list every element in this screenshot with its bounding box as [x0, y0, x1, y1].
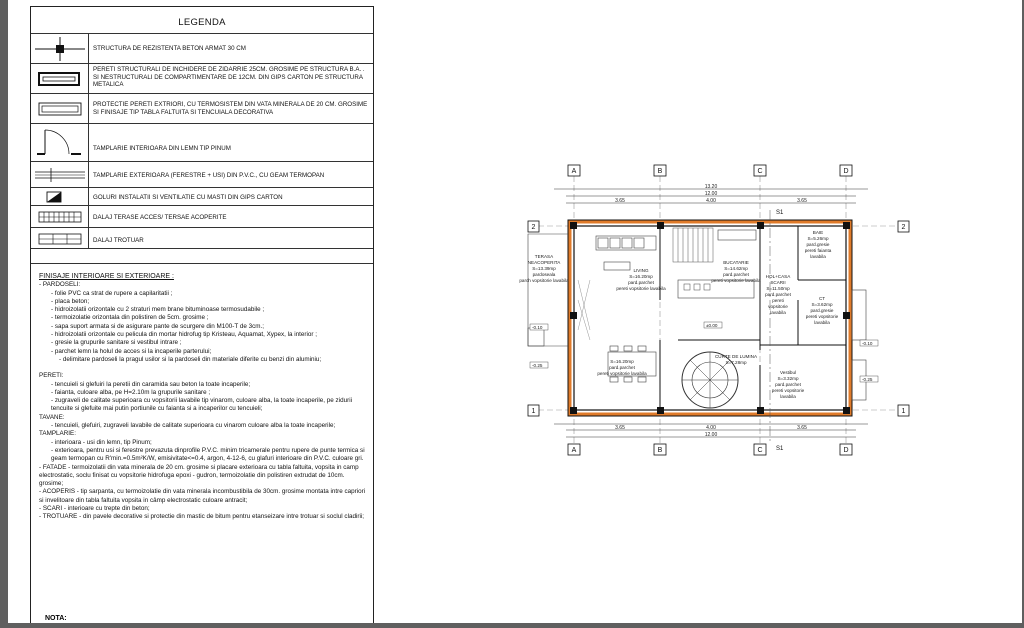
room-label: pereti vopsitorie lavabila: [597, 371, 647, 376]
finishes-notes: [39, 273, 367, 522]
dimension-label: 12.00: [704, 432, 718, 438]
floor-plan: [378, 0, 1022, 623]
axis-label: B: [657, 447, 663, 454]
room-label: lavabila: [810, 254, 826, 259]
room-label: pard.parchet: [765, 292, 791, 297]
dimension-label: 4.00: [706, 198, 716, 204]
room-label: S=16.20mp: [629, 274, 653, 279]
joinery-title: TAMPLARIE:: [39, 430, 76, 438]
axis-label: 1: [901, 408, 906, 415]
level-mark: -0.10: [862, 341, 873, 346]
axis-label: 1: [531, 408, 536, 415]
concrete-column-icon: [31, 34, 89, 63]
room-label: S=7.28mp: [725, 360, 747, 365]
note-line: - faianta, culoare alba, pe H=2.10m la grupurile sanitare ;: [51, 388, 211, 396]
legend-text: DALAJ TERASE ACCES/ TERSAE ACOPERITE: [93, 214, 227, 221]
finishes-heading: FINISAJE INTERIOARE SI EXTERIOARE :: [39, 273, 174, 280]
room-label: S=11.50mp: [766, 286, 790, 291]
room-label: LIVING: [633, 268, 649, 273]
section-mark: S1: [776, 210, 784, 216]
legend-row: [31, 93, 373, 123]
room-label: pardoseala: [532, 272, 556, 277]
room-label: pereti vopsitorie lavabila: [711, 278, 761, 283]
legend-row: [31, 227, 373, 249]
terrace-paving-icon: [31, 206, 89, 227]
room-label: BAIE: [812, 230, 824, 235]
room-label: pard.parchet: [775, 382, 801, 387]
walls-title: PERETI:: [39, 372, 64, 380]
axis-label: A: [571, 447, 577, 454]
dimension-label: 3.65: [615, 425, 625, 431]
note-line: - hidroizolatii orizontale cu 2 straturi mem brane bituminoase termosudabile ;: [51, 306, 265, 314]
dimension-label: 4.00: [706, 425, 716, 431]
dimension-label: 12.00: [704, 191, 718, 197]
axis-label: 2: [531, 224, 536, 231]
room-label: pard.parchet: [723, 272, 749, 277]
dimension-label: 13.20: [704, 184, 718, 190]
legend-panel: [30, 6, 374, 623]
room-label: SCARII: [770, 280, 786, 285]
legend-row: [31, 123, 373, 161]
room-label: lavabila: [814, 320, 830, 325]
room-label: pard.gresie: [810, 308, 834, 313]
axis-label: A: [571, 168, 577, 175]
room-label: HOL+CASA: [765, 274, 791, 279]
note-line: - gresie la grupurile sanitare si vestibul intrare ;: [51, 339, 182, 347]
level-mark: -0.25: [862, 377, 873, 382]
room-label: pereti: [772, 298, 784, 303]
room-label: CT: [818, 296, 826, 301]
dimension-label: 3.65: [615, 198, 625, 204]
note-line: - parchet lemn la holul de acces si la incaperile parterului;: [51, 347, 212, 355]
note-line: - tencuieli si glefuiri la peretii din caramida sau beton la toate incaperile;: [51, 380, 251, 388]
room-label: pereti vopsitorie lavabila: [616, 286, 666, 291]
legend-row: [31, 161, 373, 187]
room-label: BUCATARIE: [723, 260, 749, 265]
room-label: pard.gresie: [806, 242, 830, 247]
axis-label: C: [757, 168, 763, 175]
dimension-label: 3.65: [797, 198, 807, 204]
axis-label: 2: [901, 224, 906, 231]
drawing-sheet: [8, 0, 1022, 623]
axis-label: D: [843, 168, 849, 175]
level-mark: -0.10: [532, 325, 543, 330]
axis-label: D: [843, 447, 849, 454]
room-label: pereti vopsitorie: [805, 314, 839, 319]
note-line: - hidroizolatii orizontale cu pelicula din mortar hidrofug tip Kristeau, Aquamat, Xypex, la interior ;: [51, 331, 318, 339]
room-label: pereti faianta: [804, 248, 832, 253]
ventilation-shaft-icon: [31, 188, 89, 205]
room-label: pard.parchet: [609, 365, 635, 370]
legend-row: [31, 33, 373, 63]
note-line: - SCARI - interioare cu trepte din beton;: [39, 505, 150, 513]
legend-text: PROTECTIE PERETI EXTRIORI, CU TERMOSISTEM DIN VATA MINERALA DE 20 CM. GROSIME SI FINISAJE TIP TABLA FALTUITA SI TENCUIALA DECORATIVA: [93, 101, 368, 116]
legend-row: [31, 63, 373, 93]
exterior-window-icon: [31, 162, 89, 187]
note-line: - FATADE - termoizolatii din vata minerala de 20 cm. grosime si placare exterioara cu tabla faltuita, vopsita in camp electrostatic, soclu finisat cu vopsitorie hidrofuga epoxi - gudron, termoizolatie din polistiren extrudat de 10cm. grosime;: [39, 463, 359, 488]
axis-label: C: [757, 447, 763, 454]
room-label: pereti vopsitorie: [771, 388, 805, 393]
legend-text: GOLURI INSTALATII SI VENTILATIE CU MASTI DIN GIPS CARTON: [93, 194, 283, 201]
legend-text: TAMPLARIE EXTERIOARA (FERESTRE + USI) DIN P.V.C., CU GEAM TERMOPAN: [93, 172, 325, 179]
level-mark: -0.25: [532, 363, 543, 368]
axis-label: B: [657, 168, 663, 175]
note-line: - folie PVC ca strat de rupere a capilaritatii ;: [51, 289, 173, 297]
room-label: Vestibul: [779, 370, 797, 375]
floors-title: - PARDOSELI:: [39, 281, 81, 289]
legend-title: LEGENDA: [178, 17, 226, 28]
note-line: - exterioara, pentru usi si ferestre prevazuta dinprofile P.V.C. minim tricamerale pentru rupere de punte termica si geam termopan cu R'min.=0.5m²K/W, emisivitate<=0.4, argon, 4-12-6, cu glafuri interioare din P.V.C. culoare gri.: [51, 446, 365, 463]
legend-text: TAMPLARIE INTERIOARA DIN LEMN TIP PINUM: [93, 145, 231, 152]
interior-door-icon: [31, 124, 89, 161]
section-mark: S1: [776, 446, 784, 452]
note-line: - TROTUARE - din pavele decorative si protectie din mastic de bitum pentru etanseizare intre trotuar si soclul cladirii;: [39, 513, 365, 521]
structural-wall-icon: [31, 64, 89, 93]
note-line: - tencuieli, glefuiri, zugraveli lavabile de calitate superioara cu vinarom culoare alba la toate incaperile;: [51, 422, 336, 430]
sidewalk-paving-icon: [31, 228, 89, 248]
nota-label: NOTA:: [45, 615, 67, 622]
room-label: S=16.20mp: [610, 359, 634, 364]
legend-text: STRUCTURA DE REZISTENTA BETON ARMAT 30 CM: [93, 45, 246, 52]
note-line: - ACOPERIS - tip sarpanta, cu termoizolatie din vata minerala incombustibila de 30cm. grosime montata intre capriori si invelitoare din tabla faltuita vopsita in câmp electrostatic culoare antracit;: [39, 488, 366, 504]
dimension-label: 3.65: [797, 425, 807, 431]
room-label: S=3.32mp: [777, 376, 799, 381]
legend-text: PERETI STRUCTURALI DE INCHIDERE DE ZIDARRIE 25CM. GROSIME PE STRUCTURA B.A. . SI NESTRUCTURALI DE COMPARTIMENTARE DE 12CM. DIN GIPS CARTON PE STRUCTURA METALICA: [93, 66, 365, 89]
room-label: S=3.62mp: [811, 302, 833, 307]
room-label: S=5.26mp: [807, 236, 829, 241]
legend-row: [31, 205, 373, 227]
legend-row: [31, 187, 373, 205]
note-line: - zugraveli de calitate superioara cu vopsitorii lavabile tip vinarom, culoare alba, la toate incaperile, pe zidurii tencuite si glefuite mai putin portiunile cu faianta si a incaperilor cu tencuieli;: [51, 397, 353, 413]
room-label: parch vopsitorie lavabila: [519, 278, 569, 283]
room-label: TERASA: [534, 254, 554, 259]
room-label: pard.parchet: [628, 280, 654, 285]
room-label: S=13.39mp: [532, 266, 556, 271]
note-line: - termoizolatie orizontala din polistiren de 5cm. grosime ;: [51, 314, 209, 322]
legend-text: DALAJ TROTUAR: [93, 237, 144, 244]
room-label: lavabila: [770, 310, 786, 315]
level-mark: ±0.00: [706, 323, 718, 328]
note-line: - delimitare pardoseli la pragul usilor si la pardoseli din materiale diferite cu benzi din aluminiu;: [59, 355, 322, 363]
insulation-wall-icon: [31, 94, 89, 123]
ceilings-title: TAVANE:: [39, 413, 65, 421]
note-line: - placa beton;: [51, 297, 90, 305]
room-label: CURTE DE LUMINA: [714, 354, 758, 359]
room-label: vopsitorie: [768, 304, 788, 309]
room-label: NEACOPERITA: [527, 260, 561, 265]
note-line: - sapa suport armata si de asigurare pante de scurgere din M100-T de 3cm.;: [51, 322, 265, 330]
note-line: - interioara - usi din lemn, tip Pinum;: [51, 438, 152, 446]
room-label: S=14.62mp: [724, 266, 748, 271]
room-label: lavabila: [780, 394, 796, 399]
